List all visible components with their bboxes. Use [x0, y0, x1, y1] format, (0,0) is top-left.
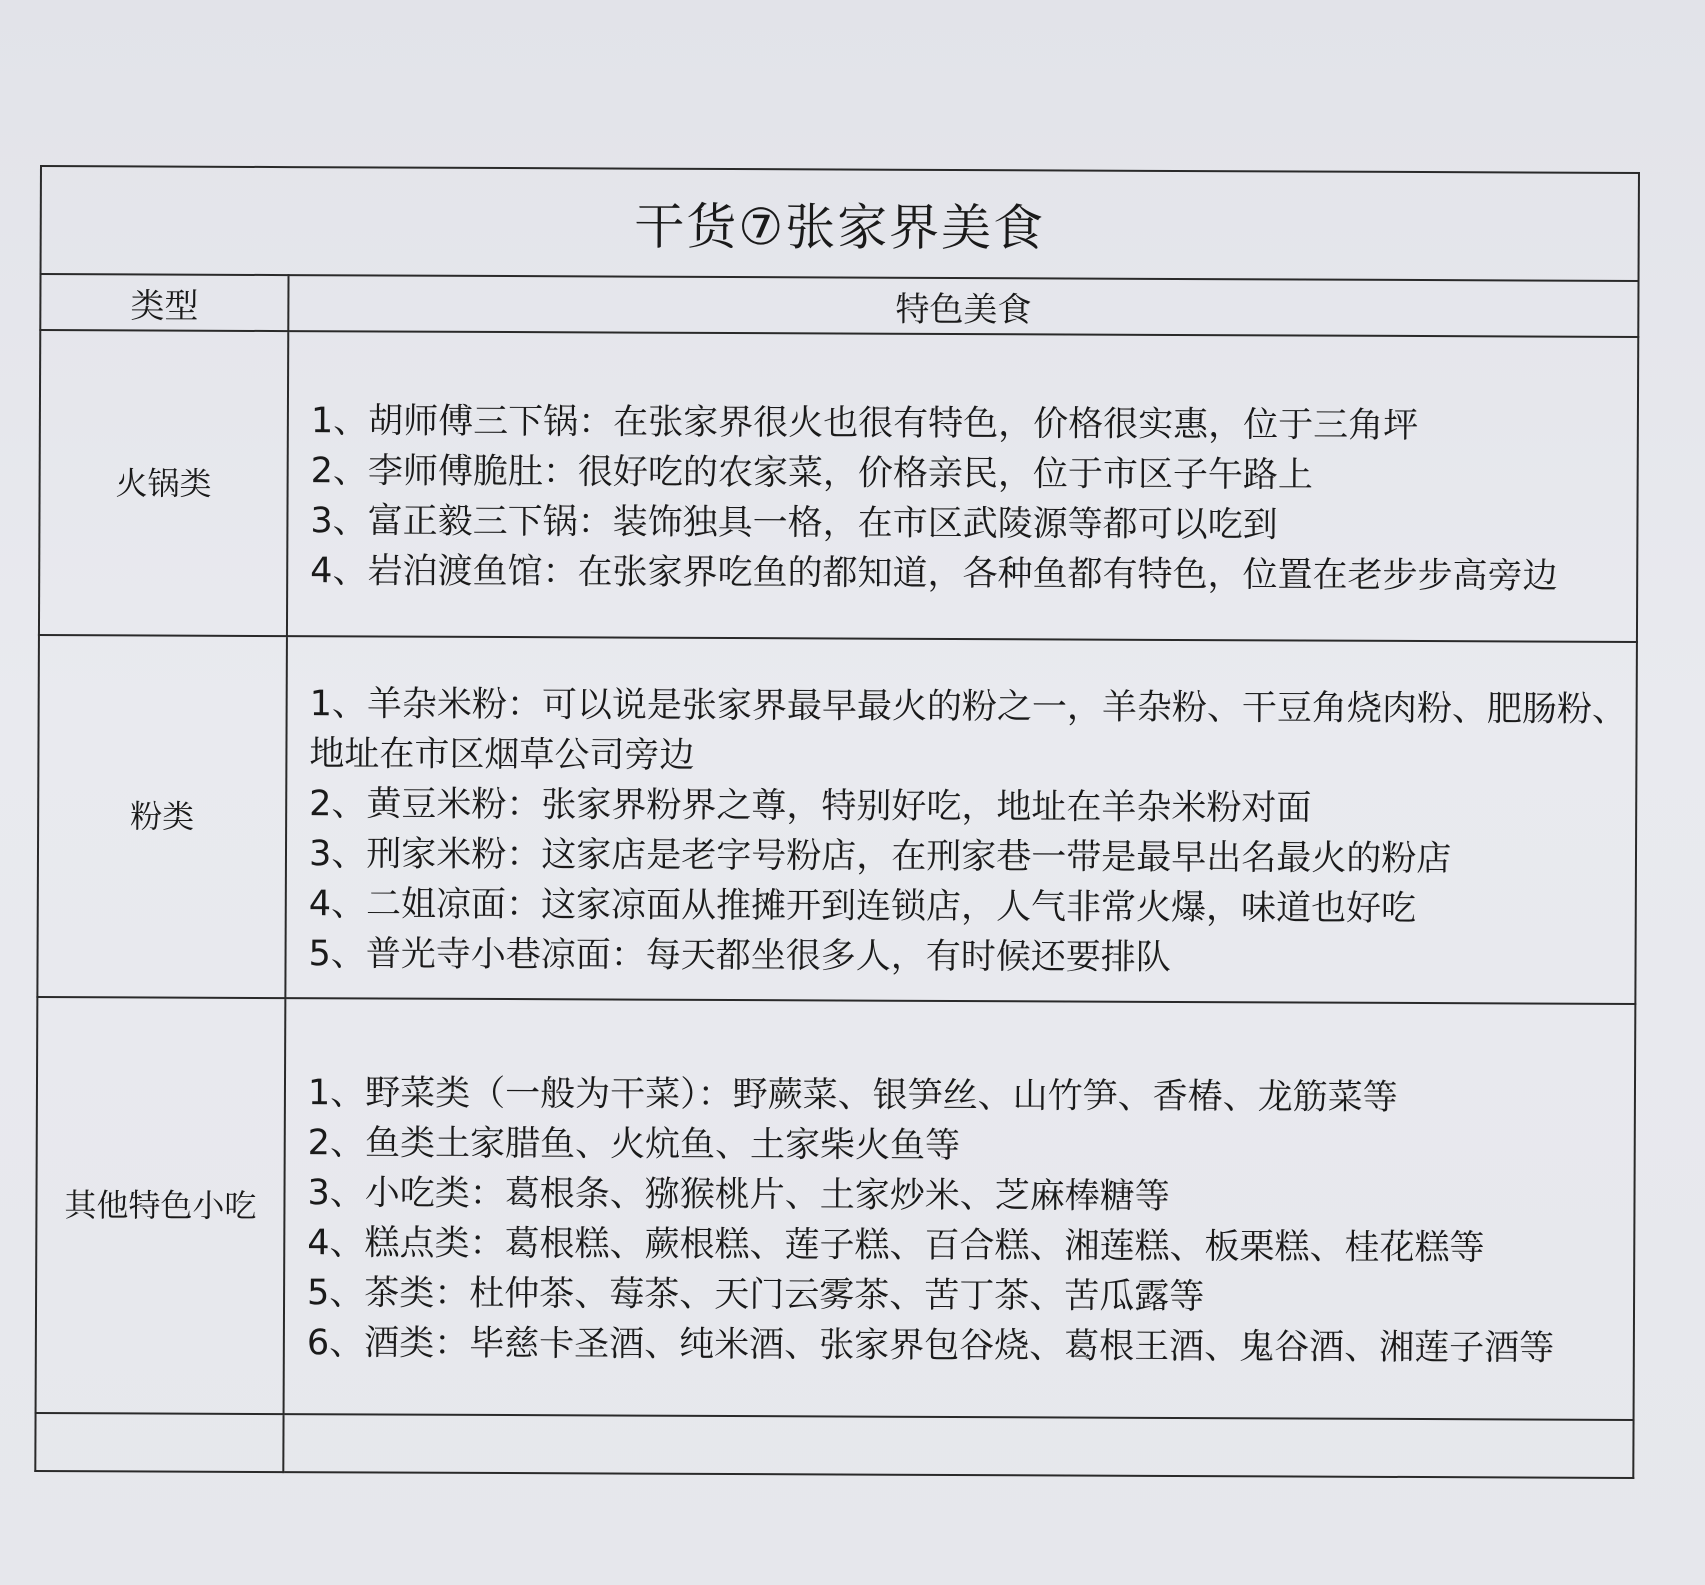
list-item: 2、黄豆米粉：张家界粉界之尊，特别好吃，地址在羊杂米粉对面 [309, 784, 1312, 829]
list-item: 3、富正毅三下锅：装饰独具一格，在市区武陵源等都可以吃到 [310, 500, 1278, 545]
table-title: 干货⑦张家界美食 [41, 166, 1639, 281]
category-items [284, 998, 1636, 1420]
category-items [285, 636, 1637, 1004]
empty-cell [283, 1414, 1633, 1478]
category-items [287, 331, 1638, 642]
list-item: 3、刑家米粉：这家店是老字号粉店，在刑家巷一带是最早出名最火的粉店 [308, 834, 1452, 880]
food-table [34, 165, 1640, 1479]
category-name: 其他特色小吃 [36, 997, 286, 1414]
list-item: 4、二姐凉面：这家凉面从推摊开到连锁店，人气非常火爆，味道也好吃 [308, 884, 1417, 930]
empty-row [35, 1413, 1633, 1478]
category-name: 火锅类 [39, 330, 288, 636]
list-item: 6、酒类：毕慈卡圣酒、纯米酒、张家界包谷烧、葛根王酒、鬼谷酒、湘莲子酒等 [306, 1323, 1555, 1369]
category-name: 粉类 [37, 635, 287, 998]
list-item: 1、胡师傅三下锅：在张家界很火也很有特色，价格很实惠，位于三角坪 [310, 400, 1419, 446]
title-row [41, 166, 1639, 281]
category-row-noodles [37, 635, 1637, 1004]
category-row-hotpot [39, 330, 1638, 642]
header-row [40, 274, 1638, 337]
empty-cell [35, 1413, 283, 1472]
list-item: 4、岩泊渡鱼馆：在张家界吃鱼的都知道，各种鱼都有特色，位置在老步步高旁边 [310, 550, 1558, 597]
list-item: 2、鱼类土家腊鱼、火炕鱼、土家柴火鱼等 [307, 1123, 961, 1167]
header-type: 类型 [40, 274, 288, 331]
category-row-snacks [36, 997, 1636, 1420]
list-item: 5、普光寺小巷凉面：每天都坐很多人，有时候还要排队 [308, 934, 1171, 978]
list-item: 5、茶类：杜仲茶、莓茶、天门云雾茶、苦丁茶、苦瓜露等 [306, 1273, 1205, 1318]
list-item: 3、小吃类：葛根条、猕猴桃片、土家炒米、芝麻棒糖等 [307, 1173, 1170, 1217]
header-foods: 特色美食 [288, 275, 1638, 337]
list-item: 2、李师傅脆肚：很好吃的农家菜，价格亲民，位于市区子午路上 [310, 450, 1314, 496]
list-item: 4、糕点类：葛根糕、蕨根糕、莲子糕、百合糕、湘莲糕、板栗糕、桂花糕等 [307, 1223, 1485, 1269]
list-item: 1、羊杂米粉：可以说是张家界最早最火的粉之一，羊杂粉、干豆角烧肉粉、肥肠粉、地址在市区烟草公司旁边 [309, 684, 1628, 776]
list-item: 1、野菜类（一般为干菜）：野蕨菜、银笋丝、山竹笋、香椿、龙筋菜等 [307, 1073, 1398, 1118]
